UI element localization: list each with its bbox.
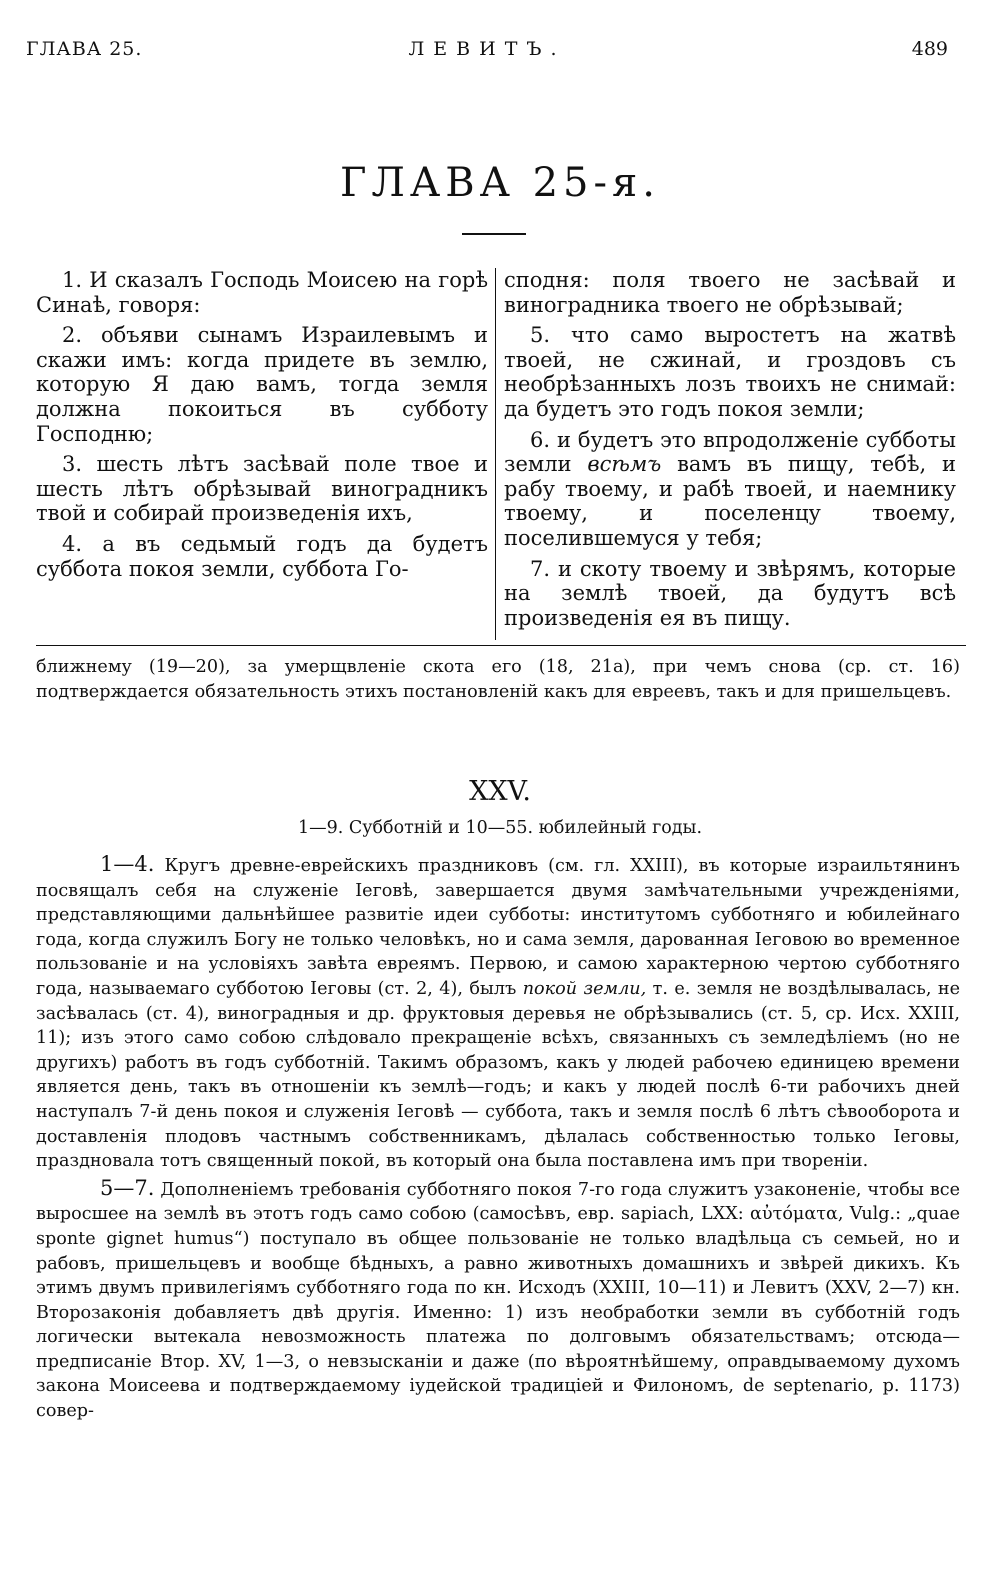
verse-6-text: 6. и будетъ это впродолженіе субботы земли bbox=[504, 427, 956, 477]
commentary-paragraph-2 bbox=[36, 1176, 960, 1424]
verse-7: 7. и скоту твоему и звѣрямъ, которые на землѣ твоей, да будутъ всѣ произведенія ея въ пищу. bbox=[504, 556, 956, 630]
commentary-continuation: ближнему (19—20), за умерщвленіе скота его (18, 21а), при чемъ снова (ср. ст. 16) подтверждается обязательность этихъ постановленій какъ для евреевъ, такъ и для пришельцевъ. bbox=[36, 657, 960, 702]
running-head-book: ЛЕВИТЪ. bbox=[408, 38, 566, 60]
section-subtitle: 1—9. Субботній и 10—55. юбилейный годы. bbox=[297, 818, 703, 838]
running-head bbox=[26, 38, 948, 68]
verse-4: 4. а въ седьмый годъ да будетъ суббота покоя земли, суббота Го- bbox=[36, 531, 488, 581]
verse-columns bbox=[36, 268, 960, 640]
verse-1: 1. И сказалъ Господь Моисею на горѣ Синаѣ, говоря: bbox=[36, 268, 488, 317]
page-number: 489 bbox=[911, 38, 948, 60]
verses-rule bbox=[36, 645, 966, 646]
verse-6-tail: вамъ въ пищу, тебѣ, и рабу твоему, и рабѣ твоей, и наемнику твоему, и поселенцу твоему, поселившемуся у тебя; bbox=[504, 452, 956, 550]
verse-2: 2. объяви сынамъ Израилевымъ и скажи имъ: когда придете въ землю, которую Я даю вамъ, тогда земля должна покоиться въ субботу Господню; bbox=[36, 323, 488, 446]
paragraph-italic: покой земли, bbox=[522, 978, 647, 999]
commentary bbox=[36, 852, 960, 1426]
verse-6 bbox=[504, 428, 956, 551]
verse-column-left bbox=[36, 268, 488, 587]
chapter-title: ГЛАВА 25-я. bbox=[340, 160, 660, 206]
verse-3: 3. шесть лѣтъ засѣвай поле твое и шесть лѣтъ обрѣзывай виноградникъ твой и собирай произведенія ихъ, bbox=[36, 452, 488, 526]
verse-4-continuation: сподня: поля твоего не засѣвай и виноградника твоего не обрѣзывай; bbox=[504, 268, 956, 317]
column-divider bbox=[495, 268, 496, 640]
verse-6-italic: всѣмъ bbox=[587, 452, 662, 477]
commentary-paragraph-1 bbox=[36, 852, 960, 1174]
paragraph-text: Кругъ древне-еврейскихъ праздниковъ (см. гл. XXIII), въ которые израильтянинъ посвящалъ себя на служеніе Іеговѣ, завершается двумя замѣчательными учрежденіями, представляющими дальнѣйшее развитіе идеи субботы: институтомъ субботняго и юбилейнаго года, когда служилъ Богу не только человѣкъ, но и сама земля, дарованная Іеговою во временное пользованіе и на условіяхъ завѣта евреямъ. Первою, и самою характерною чертою субботняго года, называемаго субботою Іеговы (ст. 2, 4), былъ bbox=[36, 856, 961, 999]
running-head-chapter: ГЛАВА 25. bbox=[26, 38, 143, 60]
verse-reference: 1—4. bbox=[100, 852, 155, 876]
verse-column-right bbox=[504, 268, 956, 636]
verse-5: 5. что само выростетъ на жатвѣ твоей, не сжинай, и гроздовъ съ необрѣзанныхъ лозъ твоихъ не снимай: да будетъ это годъ покоя земли; bbox=[504, 323, 956, 421]
title-rule bbox=[462, 233, 526, 235]
paragraph-text: т. е. земля не воздѣлывалась, не засѣвалась (ст. 4), виноградныя и др. фруктовыя деревья не обрѣзывались (ст. 5, ср. Исх. XXIII, 11); изъ этого само собою слѣдовало прекращеніе всѣхъ, связанныхъ съ земледѣліемъ (но не другихъ) работъ въ годъ субботній. Такимъ образомъ, какъ у людей рабочею единицею времени является день, такъ въ отношеніи къ землѣ—годъ; и какъ у людей послѣ 6-ти рабочихъ дней наступалъ 7-й день покоя и служенія Іеговѣ — суббота, такъ и земля послѣ 6 лѣтъ сѣвооборота и доставленія плодовъ частнымъ собственникамъ, дѣлалась собственностью только Іеговы, праздновала тотъ священный покой, въ который она была поставлена имъ при твореніи. bbox=[36, 978, 960, 1172]
section-number: XXV. bbox=[469, 776, 531, 807]
paragraph-text: Дополненіемъ требованія субботняго покоя 7-го года служитъ узаконеніе, чтобы все выросшее на землѣ въ этотъ годъ само собою (самосѣвъ, евр. sapiach, LXX: αὐτόματα, Vulg.: „quae sponte gignet humus“) поступало въ общее пользованіе не только владѣльца съ семьей, но и рабовъ, пришельцевъ и вообще бѣдныхъ, а равно животныхъ домашнихъ и звѣрей дикихъ. Къ этимъ двумъ привилегіямъ субботняго года по кн. Исходъ (XXIII, 10—11) и Левитъ (XXV, 2—7) кн. Второзаконія добавляетъ двѣ другія. Именно: 1) изъ необработки земли въ субботній годъ логически вытекала невозможность платежа по долговымъ обязательствамъ; отсюда—предписаніе Втор. XV, 1—3, о невзысканіи и даже (по вѣроятнѣйшему, оправдываемому духомъ закона Моисеева и подтверждаемому іудейской традиціей и Филономъ, de septenario, p. 1173) совер- bbox=[36, 1179, 961, 1422]
verse-reference: 5—7. bbox=[100, 1175, 155, 1200]
